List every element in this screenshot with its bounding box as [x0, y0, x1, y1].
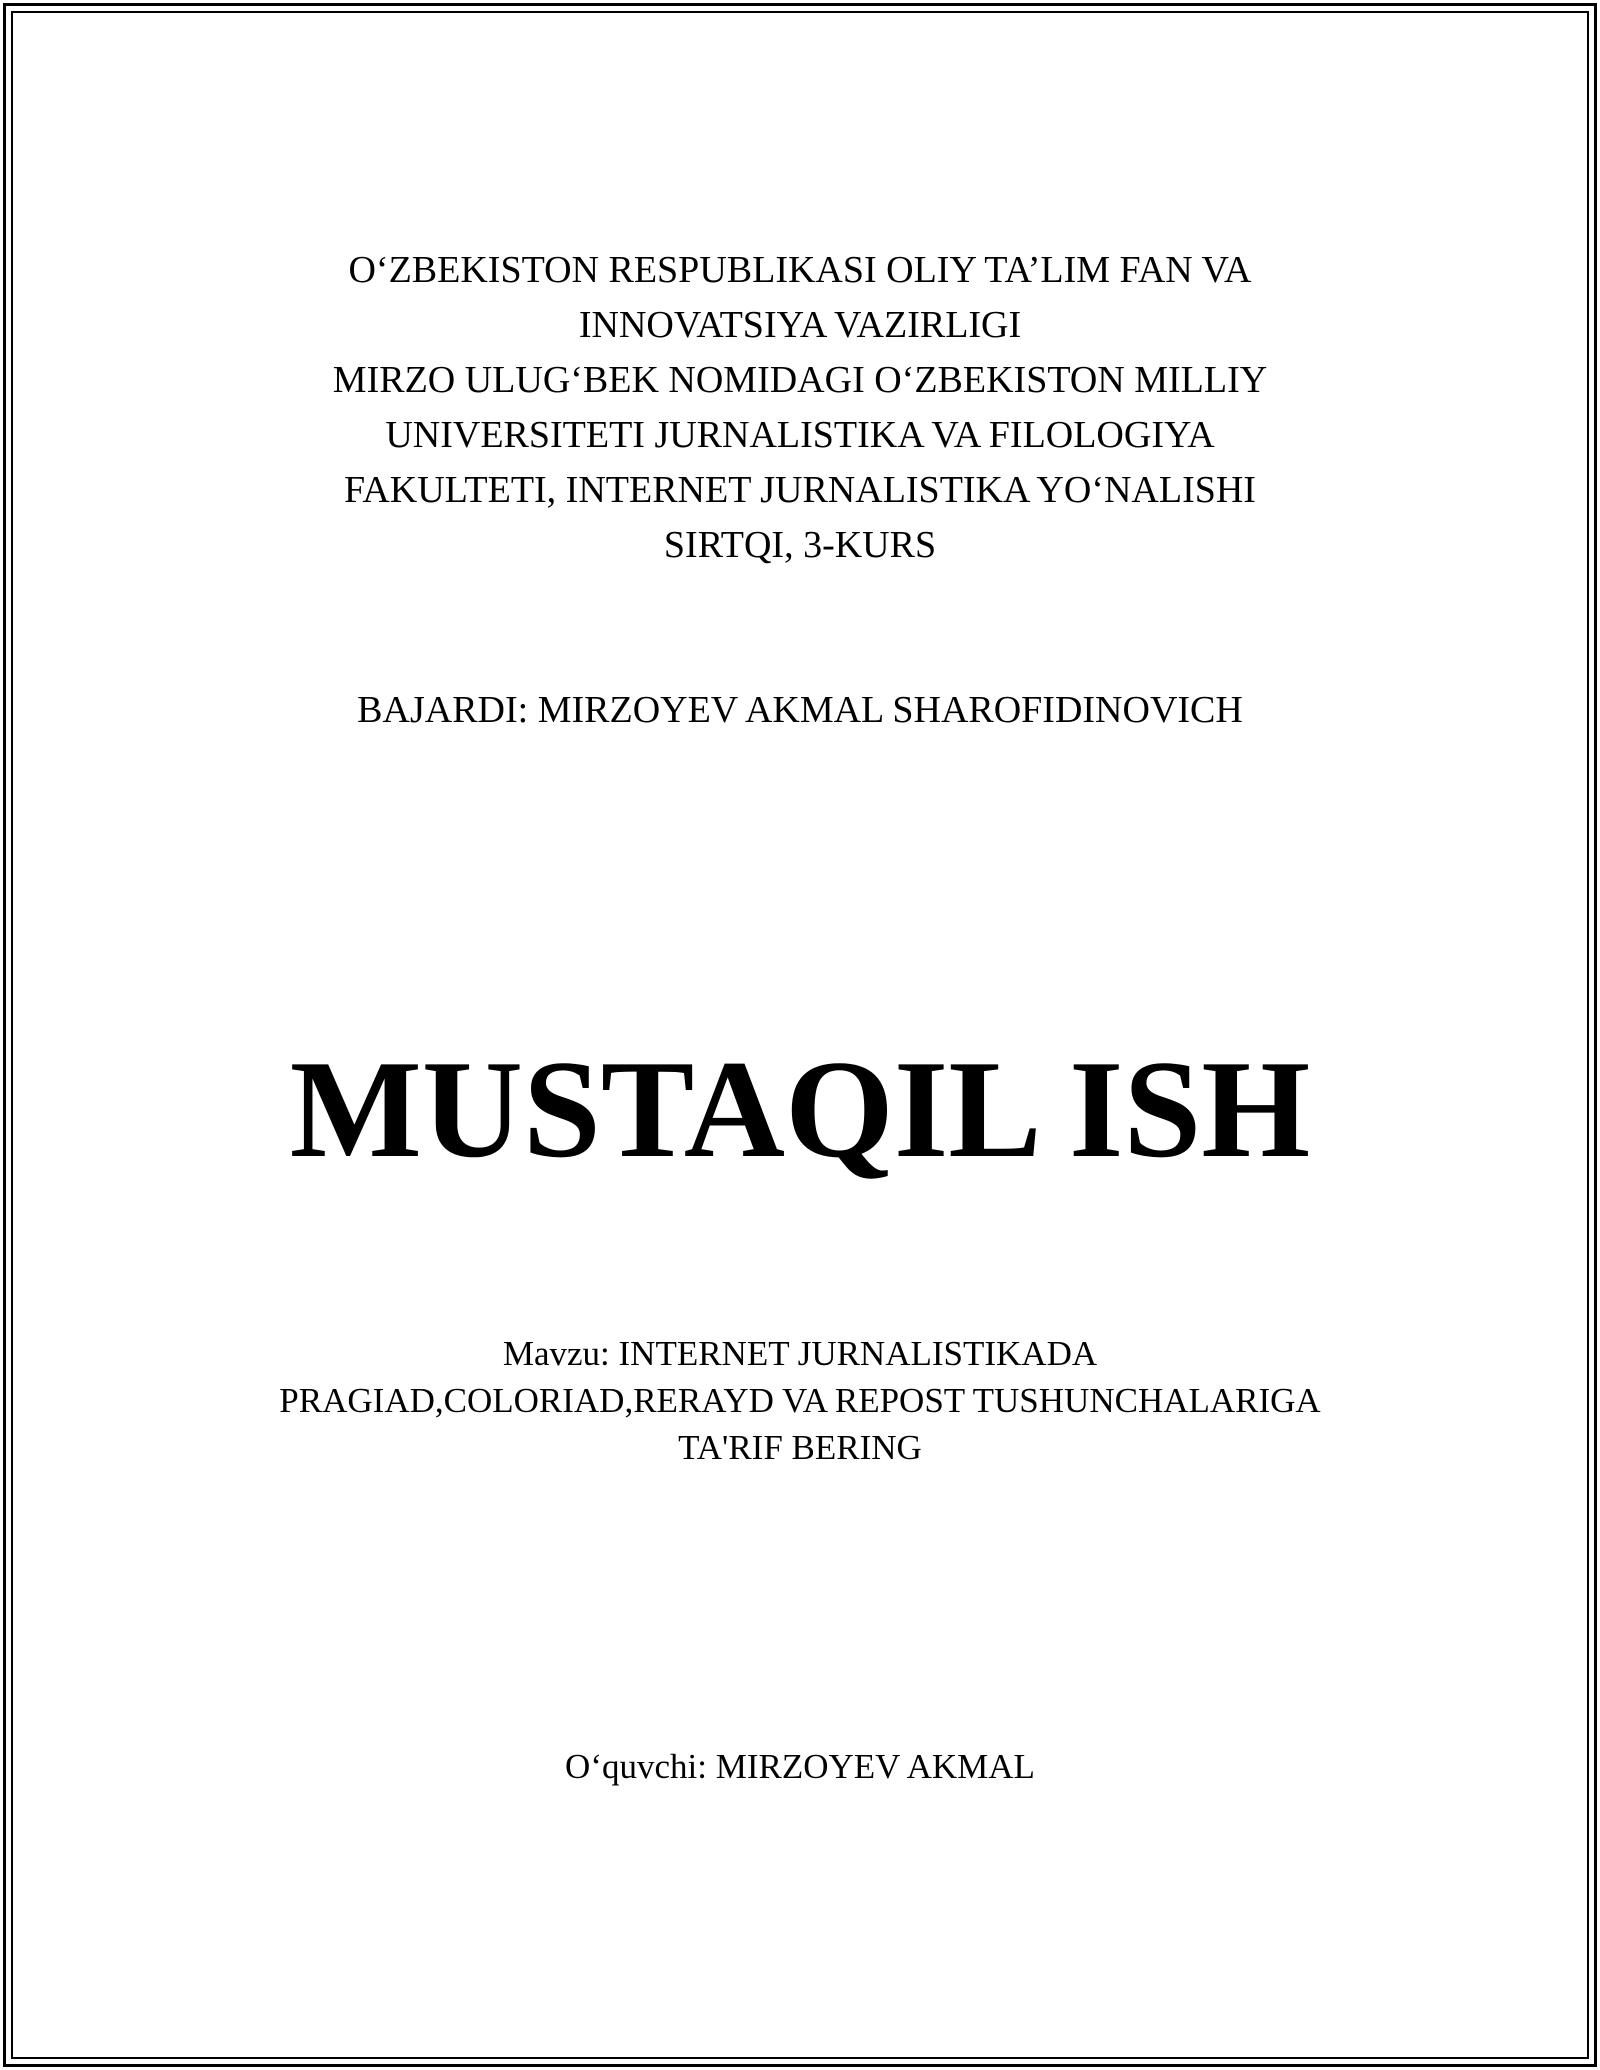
- institution-header: [0, 243, 1600, 573]
- topic-line: PRAGIAD,COLORIAD,RERAYD VA REPOST TUSHUNCHALARIGA: [279, 1381, 1321, 1420]
- header-line: INNOVATSIYA VAZIRLIGI: [578, 304, 1022, 346]
- topic-line: TA'RIF BERING: [678, 1428, 922, 1467]
- header-line: SIRTQI, 3-KURS: [663, 524, 937, 566]
- student-line: O‘quvchi: MIRZOYEV AKMAL: [565, 1747, 1035, 1786]
- header-line: O‘ZBEKISTON RESPUBLIKASI OLIY TA’LIM FAN VA: [348, 249, 1252, 291]
- header-line: MIRZO ULUG‘BEK NOMIDAGI O‘ZBEKISTON MILLIY: [332, 359, 1268, 401]
- header-line: FAKULTETI, INTERNET JURNALISTIKA YO‘NALISHI: [344, 469, 1256, 511]
- topic-line: Mavzu: INTERNET JURNALISTIKADA: [502, 1334, 1098, 1373]
- topic-block: [0, 1330, 1600, 1471]
- document-title: MUSTAQIL ISH: [289, 1032, 1311, 1187]
- author-line: BAJARDI: MIRZOYEV AKMAL SHAROFIDINOVICH: [357, 689, 1243, 731]
- header-line: UNIVERSITETI JURNALISTIKA VA FILOLOGIYA: [385, 414, 1215, 456]
